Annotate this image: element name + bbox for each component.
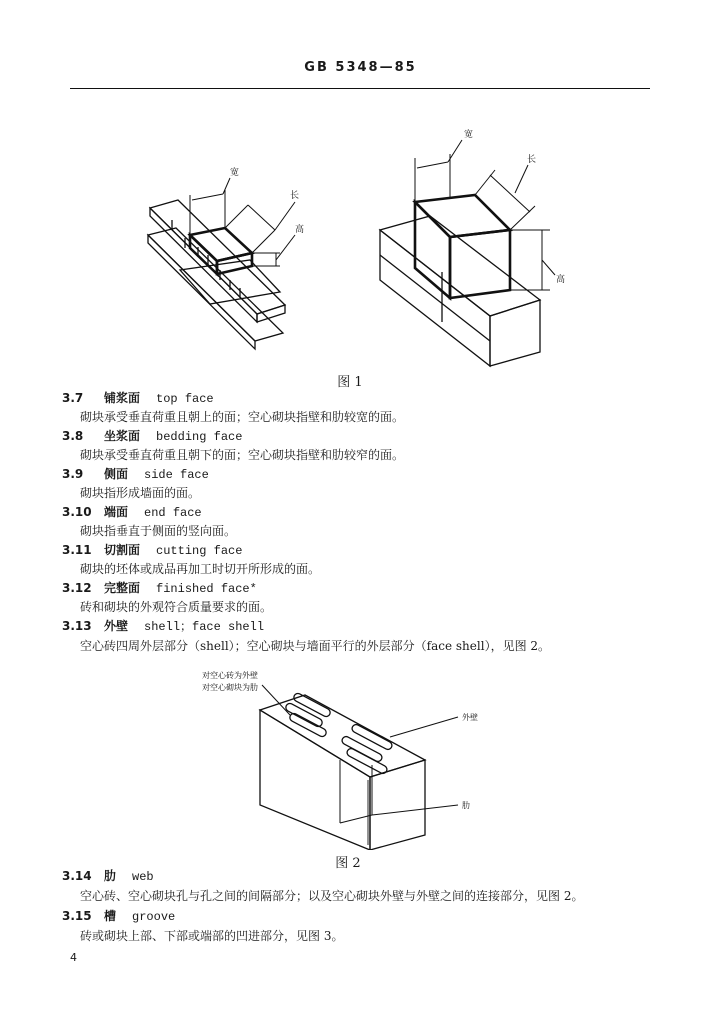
page-number: 4 (70, 951, 77, 964)
definition-3-12: 砖和砌块的外观符合质量要求的面。 (80, 600, 273, 614)
figure-2-caption: 图 2 (335, 856, 361, 871)
definition-3-11: 砌块的坯体或成品再加工时切开所形成的面。 (80, 562, 321, 576)
figure-1-left-height-label: 高 (295, 225, 305, 235)
definition-3-15: 砖或砌块上部、下部或端部的凹进部分，见图 3。 (80, 929, 344, 943)
definition-3-13: 空心砖四周外层部分（shell）；空心砌块与墙面平行的外层部分（face shell），见图 2。 (80, 639, 551, 653)
term-3-15: 3.15 槽 groove (62, 909, 176, 924)
figure-1-right-length-label: 长 (527, 155, 537, 165)
figure-2-drawing (190, 665, 530, 850)
term-3-12: 3.12 完整面 finished face* (62, 581, 257, 596)
figure-1-left-wall (148, 178, 295, 349)
definition-3-9: 砌块指形成墙面的面。 (80, 486, 201, 500)
definition-3-7: 砌块承受垂直荷重且朝上的面；空心砌块指壁和肋较宽的面。 (80, 410, 405, 424)
term-3-8: 3.8 坐浆面 bedding face (62, 429, 243, 444)
term-3-9: 3.9 侧面 side face (62, 467, 209, 482)
figure-1-left-width-label: 宽 (230, 168, 240, 178)
definition-3-10: 砌块指垂直于侧面的竖向面。 (80, 524, 237, 538)
figure-1-drawing (130, 120, 590, 370)
figure-1-right-wall (380, 140, 555, 366)
figure-2-block-rib-label: 对空心砌块为肋 (202, 683, 258, 692)
figure-1-right-height-label: 高 (556, 275, 566, 285)
figure-2-brick-shell-label: 对空心砖为外壁 (202, 671, 258, 680)
term-3-14: 3.14 肋 web (62, 869, 154, 884)
term-3-13: 3.13 外壁 shell；face shell (62, 619, 265, 634)
figure-1-left-length-label: 长 (290, 191, 300, 201)
figure-2-rib-label: 肋 (462, 801, 470, 810)
definition-3-14: 空心砖、空心砌块孔与孔之间的间隔部分；以及空心砌块外壁与外壁之间的连接部分，见图 2。 (80, 889, 584, 903)
term-3-10: 3.10 端面 end face (62, 505, 202, 520)
figure-2-hollow-block (260, 685, 458, 850)
figure-2-shell-label: 外壁 (462, 713, 478, 722)
definition-3-8: 砌块承受垂直荷重且朝下的面；空心砌块指壁和肋较窄的面。 (80, 448, 405, 462)
term-3-7: 3.7 铺浆面 top face (62, 391, 214, 406)
figure-1-caption: 图 1 (337, 375, 363, 390)
header-rule (70, 88, 650, 89)
standard-code-header: GB 5348—85 (304, 60, 417, 75)
figure-1-right-width-label: 宽 (464, 130, 474, 140)
term-3-11: 3.11 切割面 cutting face (62, 543, 243, 558)
